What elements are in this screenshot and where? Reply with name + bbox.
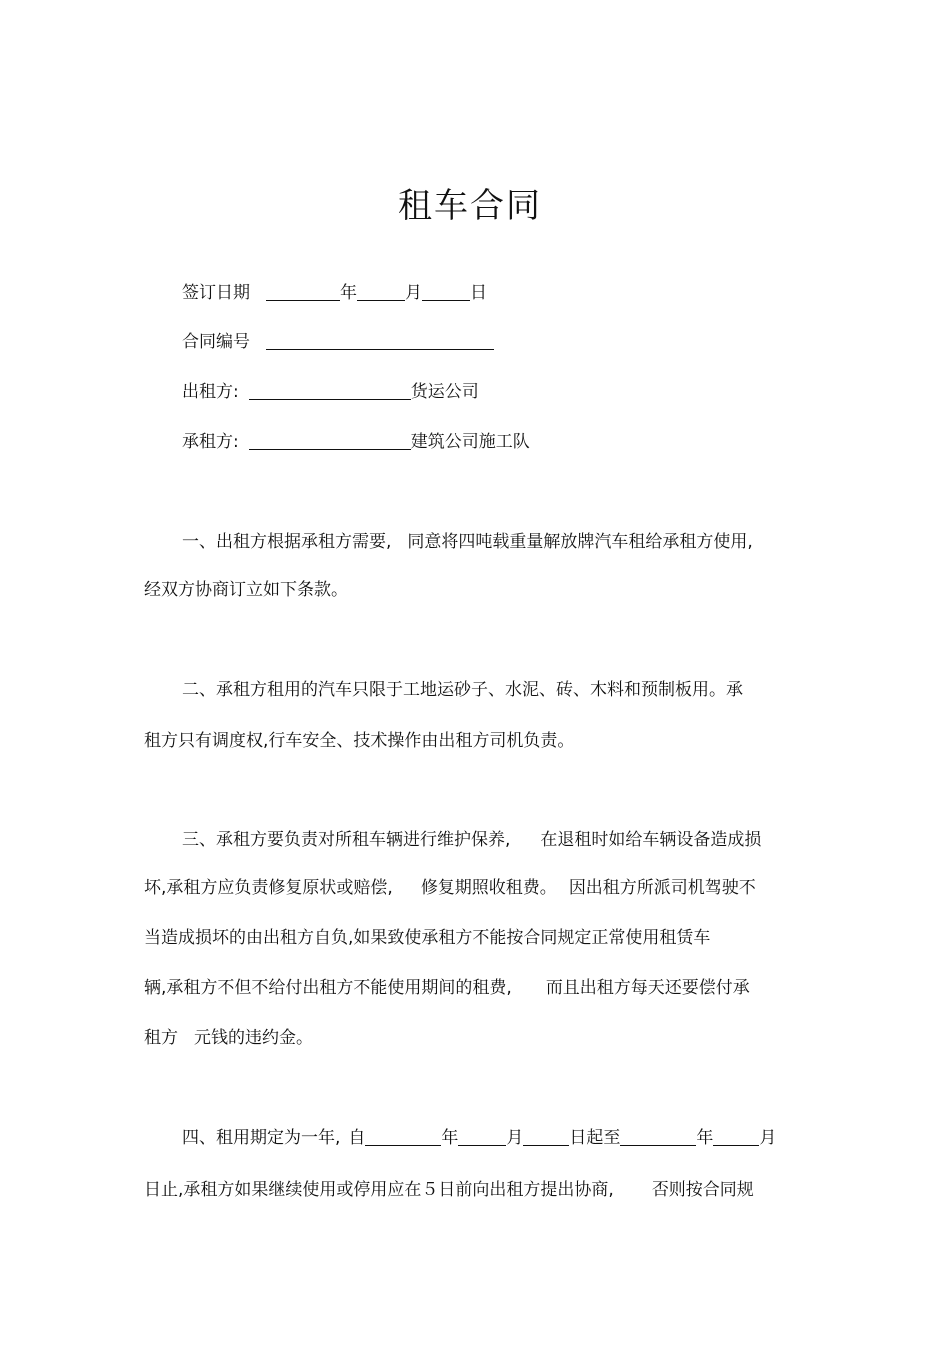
year-label: 年 bbox=[340, 283, 357, 303]
clause4-year2-label: 年 bbox=[696, 1128, 714, 1148]
clause3-text-2a: 坏,承租方应负责修复原状或赔偿, bbox=[144, 878, 393, 898]
clause4-text-1b: 自 bbox=[348, 1128, 366, 1148]
day-label: 日 bbox=[470, 283, 487, 303]
lessee-row bbox=[182, 430, 530, 454]
clause2-line1: 二、承租方租用的汽车只限于工地运砂子、水泥、砖、木料和预制板用。承 bbox=[182, 680, 743, 700]
document-title: 租车合同 bbox=[398, 186, 542, 226]
clause4-month-label: 月 bbox=[506, 1128, 524, 1148]
sign-day-blank bbox=[422, 282, 470, 301]
clause3-text-1b: 在退租时如给车辆设备造成损 bbox=[540, 830, 762, 850]
clause3-text-5b: 元钱的违约金。 bbox=[194, 1028, 313, 1048]
clause1-line1 bbox=[182, 530, 753, 554]
clause4-day-from-label: 日起至 bbox=[569, 1128, 621, 1148]
clause4-line1 bbox=[182, 1126, 776, 1150]
clause3-text-2b: 修复期照收租费。 bbox=[420, 878, 557, 898]
clause4-text-1a: 四、租用期定为一年, bbox=[182, 1128, 341, 1148]
clause4-month-blank bbox=[458, 1127, 506, 1146]
lessor-row bbox=[182, 380, 479, 404]
sign-year-blank bbox=[266, 282, 340, 301]
clause3-line2 bbox=[144, 876, 756, 900]
clause3-line1 bbox=[182, 828, 761, 852]
sign-date-label: 签订日期 bbox=[182, 283, 250, 303]
clause4-day-blank bbox=[523, 1127, 569, 1146]
lessee-label: 承租方: bbox=[182, 432, 239, 452]
clause4-month2-blank bbox=[713, 1127, 759, 1146]
clause3-line5 bbox=[144, 1026, 313, 1050]
contract-no-blank bbox=[266, 331, 494, 350]
clause3-text-4b: 而且出租方每天还要偿付承 bbox=[545, 978, 750, 998]
sign-date-row bbox=[182, 281, 487, 305]
clause3-line4 bbox=[144, 976, 750, 1000]
lessee-blank bbox=[249, 431, 411, 450]
clause1-text-b: 同意将四吨载重量解放牌汽车租给承租方使用, bbox=[407, 532, 753, 552]
lessor-label: 出租方: bbox=[182, 382, 239, 402]
clause3-text-1a: 三、承租方要负责对所租车辆进行维护保养, bbox=[182, 830, 511, 850]
month-label: 月 bbox=[405, 283, 422, 303]
clause3-text-5a: 租方 bbox=[144, 1028, 178, 1048]
clause3-text-4a: 辆,承租方不但不给付出租方不能使用期间的租费, bbox=[144, 978, 512, 998]
lessee-name: 建筑公司施工队 bbox=[410, 432, 530, 452]
clause4-line2 bbox=[144, 1178, 754, 1202]
lessor-name: 货运公司 bbox=[410, 382, 479, 402]
clause4-text-2a: 日止,承租方如果继续使用或停用应在５日前向出租方提出协商, bbox=[144, 1180, 614, 1200]
clause1-line2: 经双方协商订立如下条款。 bbox=[144, 580, 348, 600]
sign-month-blank bbox=[357, 282, 405, 301]
clause4-text-2b: 否则按合同规 bbox=[651, 1180, 754, 1200]
clause1-text-a: 一、出租方根据承租方需要, bbox=[182, 532, 392, 552]
clause3-line3: 当造成损坏的由出租方自负,如果致使承租方不能按合同规定正常使用租赁车 bbox=[144, 928, 711, 948]
clause2-line2: 租方只有调度权,行车安全、技术操作由出租方司机负责。 bbox=[144, 731, 575, 751]
clause4-year2-blank bbox=[620, 1127, 696, 1146]
clause4-month2-label: 月 bbox=[759, 1128, 777, 1148]
clause4-year-label: 年 bbox=[441, 1128, 459, 1148]
clause4-year-blank bbox=[365, 1127, 441, 1146]
contract-no-label: 合同编号 bbox=[182, 332, 250, 352]
lessor-blank bbox=[249, 381, 411, 400]
contract-no-row bbox=[182, 330, 494, 354]
clause3-text-2c: 因出租方所派司机驾驶不 bbox=[568, 878, 756, 898]
